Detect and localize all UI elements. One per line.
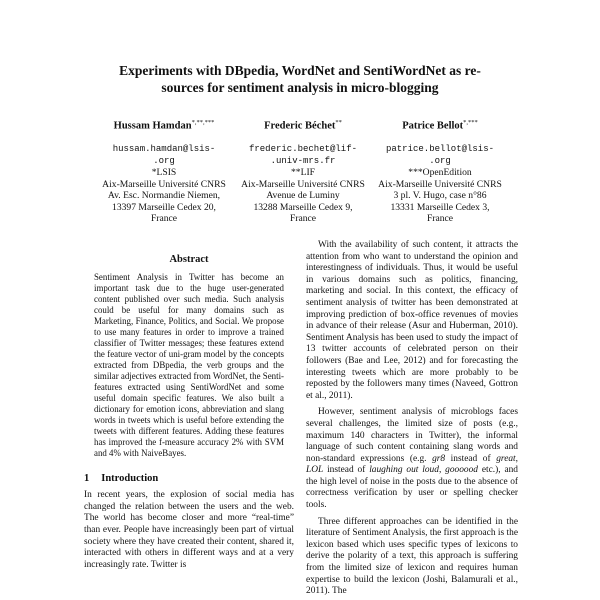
affiliation-line: Av. Esc. Normandie Niemen, — [107, 190, 221, 201]
author-email[interactable]: hussam.hamdan@lsis- — [112, 144, 216, 154]
affiliation-line: Aix-Marseille Université CNRS — [102, 178, 226, 190]
author-email-cont[interactable]: .org — [429, 155, 451, 166]
affiliation-line: 3 pl. V. Hugo, case n°86 — [393, 190, 487, 201]
affiliation-line: Aix-Marseille Université CNRS — [378, 178, 502, 190]
affiliation-line: France — [150, 213, 178, 224]
affiliation-tag: *LSIS — [151, 167, 177, 178]
author-email[interactable]: frederic.bechet@lif- — [248, 144, 358, 154]
affiliation-line: 13397 Marseille Cedex 20, — [112, 201, 216, 213]
abstract-heading: Abstract — [169, 254, 209, 265]
affiliation-line: France — [426, 213, 454, 224]
right-column — [306, 240, 518, 598]
body-paragraph: With the availability of such content, it attracts the attention from who want to understand the opinion and interestingness of individuals. Thus, it would be useful in various domains such as politics, financing, marketing and social. In this context, the efficacy of sentiment analysis of twitter has been demonstrated at improving prediction of box-office revenues of movies in advance of their release (Asur and Huberman, 2010). Sentiment Analysis has been used to study the impact of 13 twitter accounts of celebrated person on their followers (Bae and Lee, 2012) and for forecasting the interesting tweets which are more probably to be reposted by the followers many times (Naveed, Gottron et al., 2011). — [306, 240, 518, 401]
author-email[interactable]: patrice.bellot@lsis- — [385, 144, 495, 154]
affiliation-tag: **LIF — [291, 167, 315, 178]
author-name: Patrice Bellot*,*** — [402, 119, 478, 132]
author-block-3 — [350, 117, 530, 225]
section-heading: 1 Introduction — [84, 472, 159, 484]
body-paragraph: Three different approaches can be identified in the literature of Sentiment Analysis, the first approach is the lexicon based which uses specific types of lexicons to derive the polarity of a text, this approach is suffering from the limited size of lexicon and requires human expertise to build the lexicon (Joshi, Balamurali et al., 2011). The — [306, 516, 518, 597]
author-email-cont[interactable]: .org — [153, 155, 175, 166]
title-line-1: Experiments with DBpedia, WordNet and SentiWordNet as re- — [119, 63, 481, 78]
affiliation-line: Avenue de Luminy — [266, 190, 340, 201]
author-name: Frederic Béchet** — [264, 119, 342, 132]
affiliation-tag: ***OpenEdition — [408, 167, 472, 178]
paper-title — [95, 62, 505, 96]
intro-paragraph: In recent years, the explosion of social media has changed the relation between the users and the web. The world has become closer and more “real-time” than ever. People have increasingly been part of virtual society where they have created their content, shared it, interacted with others in different ways and at a very increasingly rate. Twitter is — [84, 490, 294, 570]
author-email-cont[interactable]: .univ-mrs.fr — [270, 155, 336, 166]
affiliation-line: 13288 Marseille Cedex 9, — [253, 201, 353, 213]
title-line-2: sources for sentiment analysis in micro-blogging — [161, 80, 439, 95]
author-name: Hussam Hamdan*,**,*** — [113, 119, 215, 132]
affiliation-line: France — [289, 213, 317, 224]
affiliation-line: 13331 Marseille Cedex 3, — [390, 201, 490, 213]
left-column — [84, 254, 294, 571]
abstract-text: Sentiment Analysis in Twitter has become an important task due to the huge user-generated content published over such media. Such analysis could be useful for many domains such as Marketing, Finance, Politics, and Social. We propose to use many features in order to improve a trained classifier of Twitter messages; these features extend the feature vector of uni-gram model by the concepts extracted from DBpedia, the verb groups and the similar adjectives extracted from WordNet, the Senti-features extracted using SentiWordNet and some useful domain specific features. We also built a dictionary for emotion icons, abbreviation and slang words in tweets which is useful before extending the tweets with different features. Adding these features has improved the f-measure accuracy 2% with SVM and 4% with NaiveBayes. — [94, 271, 284, 458]
affiliation-line: Aix-Marseille Université CNRS — [241, 178, 365, 190]
body-paragraph: However, sentiment analysis of microblogs faces several challenges, the limited size of posts (e.g., maximum 140 characters in Twitter), the informal language of such content containing slang words and non-standard expressions (e.g. gr8 instead of great, LOL instead of laughing out loud, goooood etc.), and the high level of noise in the posts due to the absence of correctness verification by user or spelling checker tools. — [306, 407, 518, 511]
